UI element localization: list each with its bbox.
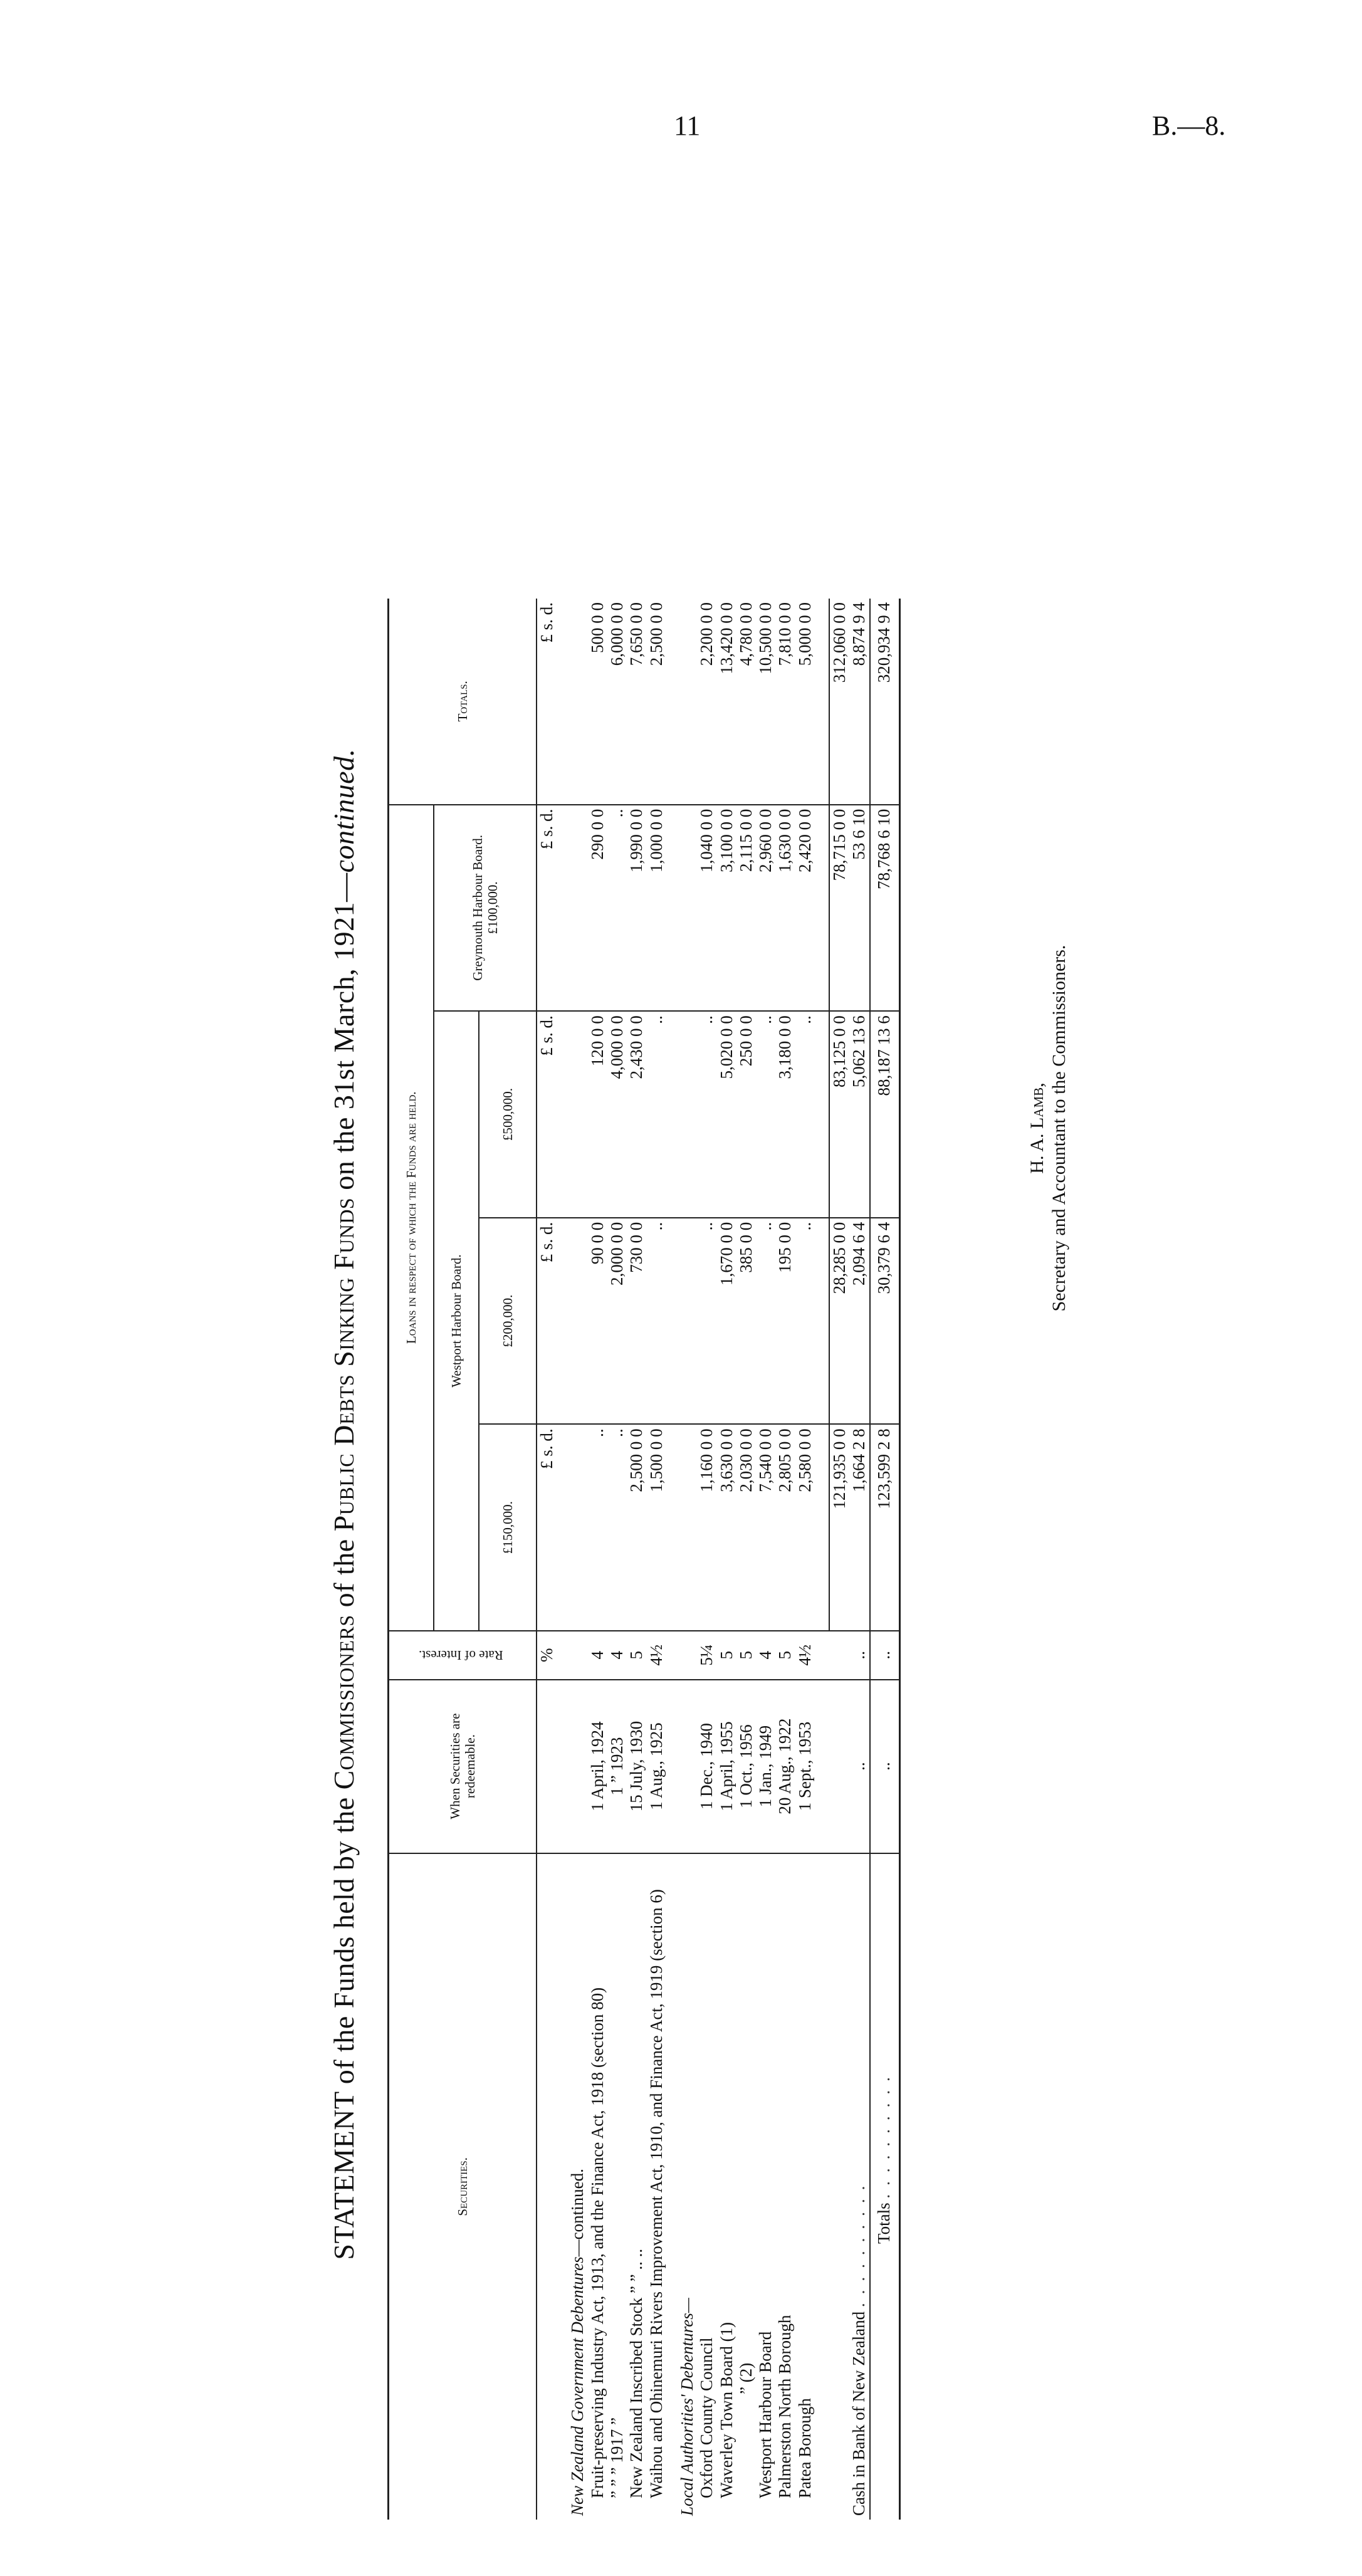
table-row: Westport Harbour Board 1 Jan., 1949 4 7,540 0 0 .. .. 2,960 0 0 10,500 0 0 bbox=[756, 599, 775, 2520]
table-row: Oxford County Council 1 Dec., 1940 5¼ 1,160 0 0 .. .. 1,040 0 0 2,200 0 0 bbox=[697, 599, 716, 2520]
statement-title: STATEMENT of the Funds held by the Commissioners of the Public Debts Sinking Funds on the 31st March, 1921—continued. bbox=[328, 748, 360, 2260]
units-label: £ s. d. bbox=[537, 1218, 557, 1425]
sinking-funds-table bbox=[387, 599, 901, 2520]
units-label: £ s. d. bbox=[537, 805, 557, 1012]
units-label: £ s. d. bbox=[537, 1011, 557, 1218]
col-securities: Securities. bbox=[389, 1853, 537, 2520]
col-greymouth: Greymouth Harbour Board. £100,000. bbox=[434, 805, 537, 1012]
units-label: £ s. d. bbox=[537, 1424, 557, 1631]
cash-row: Cash in Bank of New Zealand .......... .. .. 1,664 2 8 2,094 6 4 5,062 13 6 53 6 10 8,874 9 4 bbox=[849, 599, 869, 2520]
rotated-statement bbox=[320, 432, 1072, 2576]
units-label: £ s. d. bbox=[537, 599, 557, 805]
document-reference: B.—8. bbox=[1152, 110, 1226, 141]
col-totals: Totals. bbox=[389, 599, 537, 805]
signature-block bbox=[1027, 846, 1070, 1410]
table-row: Waihou and Ohinemuri Rivers Improvement Act, 1910, and Finance Act, 1919 (section 6) 1 Aug., 1925 4½ 1,500 0 0 .. .. 1,000 0 0 2,500 0 0 bbox=[647, 599, 666, 2520]
col-150000: £150,000. bbox=[479, 1424, 537, 1631]
section-heading: Local Authorities' Debentures— bbox=[666, 599, 697, 2520]
signatory-title: Secretary and Accountant to the Commissioners. bbox=[1048, 945, 1069, 1312]
percent-sign: % bbox=[537, 1631, 557, 1680]
table-row: Patea Borough 1 Sept., 1953 4½ 2,580 0 0 .. .. 2,420 0 0 5,000 0 0 bbox=[795, 599, 815, 2520]
totals-row: Totals .......... .. .. 123,599 2 8 30,379 6 4 88,187 13 6 78,768 6 10 320,934 9 4 bbox=[870, 599, 900, 2520]
units-row bbox=[537, 599, 557, 2520]
signatory-name: H. A. Lamb, bbox=[1027, 1082, 1047, 1174]
subtotal-row: 121,935 0 0 28,285 0 0 83,125 0 0 78,715 0 0 312,060 0 0 bbox=[829, 599, 849, 2520]
col-westport-group: Westport Harbour Board. bbox=[434, 1011, 479, 1631]
table-row: Waverley Town Board (1) 1 April, 1955 5 3,630 0 0 1,670 0 0 5,020 0 0 3,100 0 0 13,420 0 0 bbox=[717, 599, 736, 2520]
table-row: Palmerston North Borough 20 Aug., 1922 5 2,805 0 0 195 0 0 3,180 0 0 1,630 0 0 7,810 0 0 bbox=[775, 599, 795, 2520]
col-200000: £200,000. bbox=[479, 1218, 537, 1425]
table-row: ” (2) 1 Oct., 1956 5 2,030 0 0 385 0 0 250 0 0 2,115 0 0 4,780 0 0 bbox=[736, 599, 756, 2520]
section-heading: New Zealand Government Debentures—continued. bbox=[557, 599, 587, 2520]
col-when-redeemable: When Securities are redeemable. bbox=[389, 1680, 537, 1853]
col-loans-group: Loans in respect of which the Funds are held. bbox=[389, 805, 434, 1631]
col-rate: Rate of Interest. bbox=[389, 1631, 537, 1680]
table-row: Fruit-preserving Industry Act, 1913, and the Finance Act, 1918 (section 80) 1 April, 1924 4 .. 90 0 0 120 0 0 290 0 0 500 0 0 bbox=[588, 599, 607, 2520]
table-row: ” ” ” 1917 ” 1 ” 1923 4 .. 2,000 0 0 4,000 0 0 .. 6,000 0 0 bbox=[607, 599, 627, 2520]
table-row: New Zealand Inscribed Stock ” ” .. .. 15 July, 1930 5 2,500 0 0 730 0 0 2,430 0 0 1,990 0 0 7,650 0 0 bbox=[627, 599, 646, 2520]
page-number: 11 bbox=[674, 110, 701, 141]
col-500000: £500,000. bbox=[479, 1011, 537, 1218]
